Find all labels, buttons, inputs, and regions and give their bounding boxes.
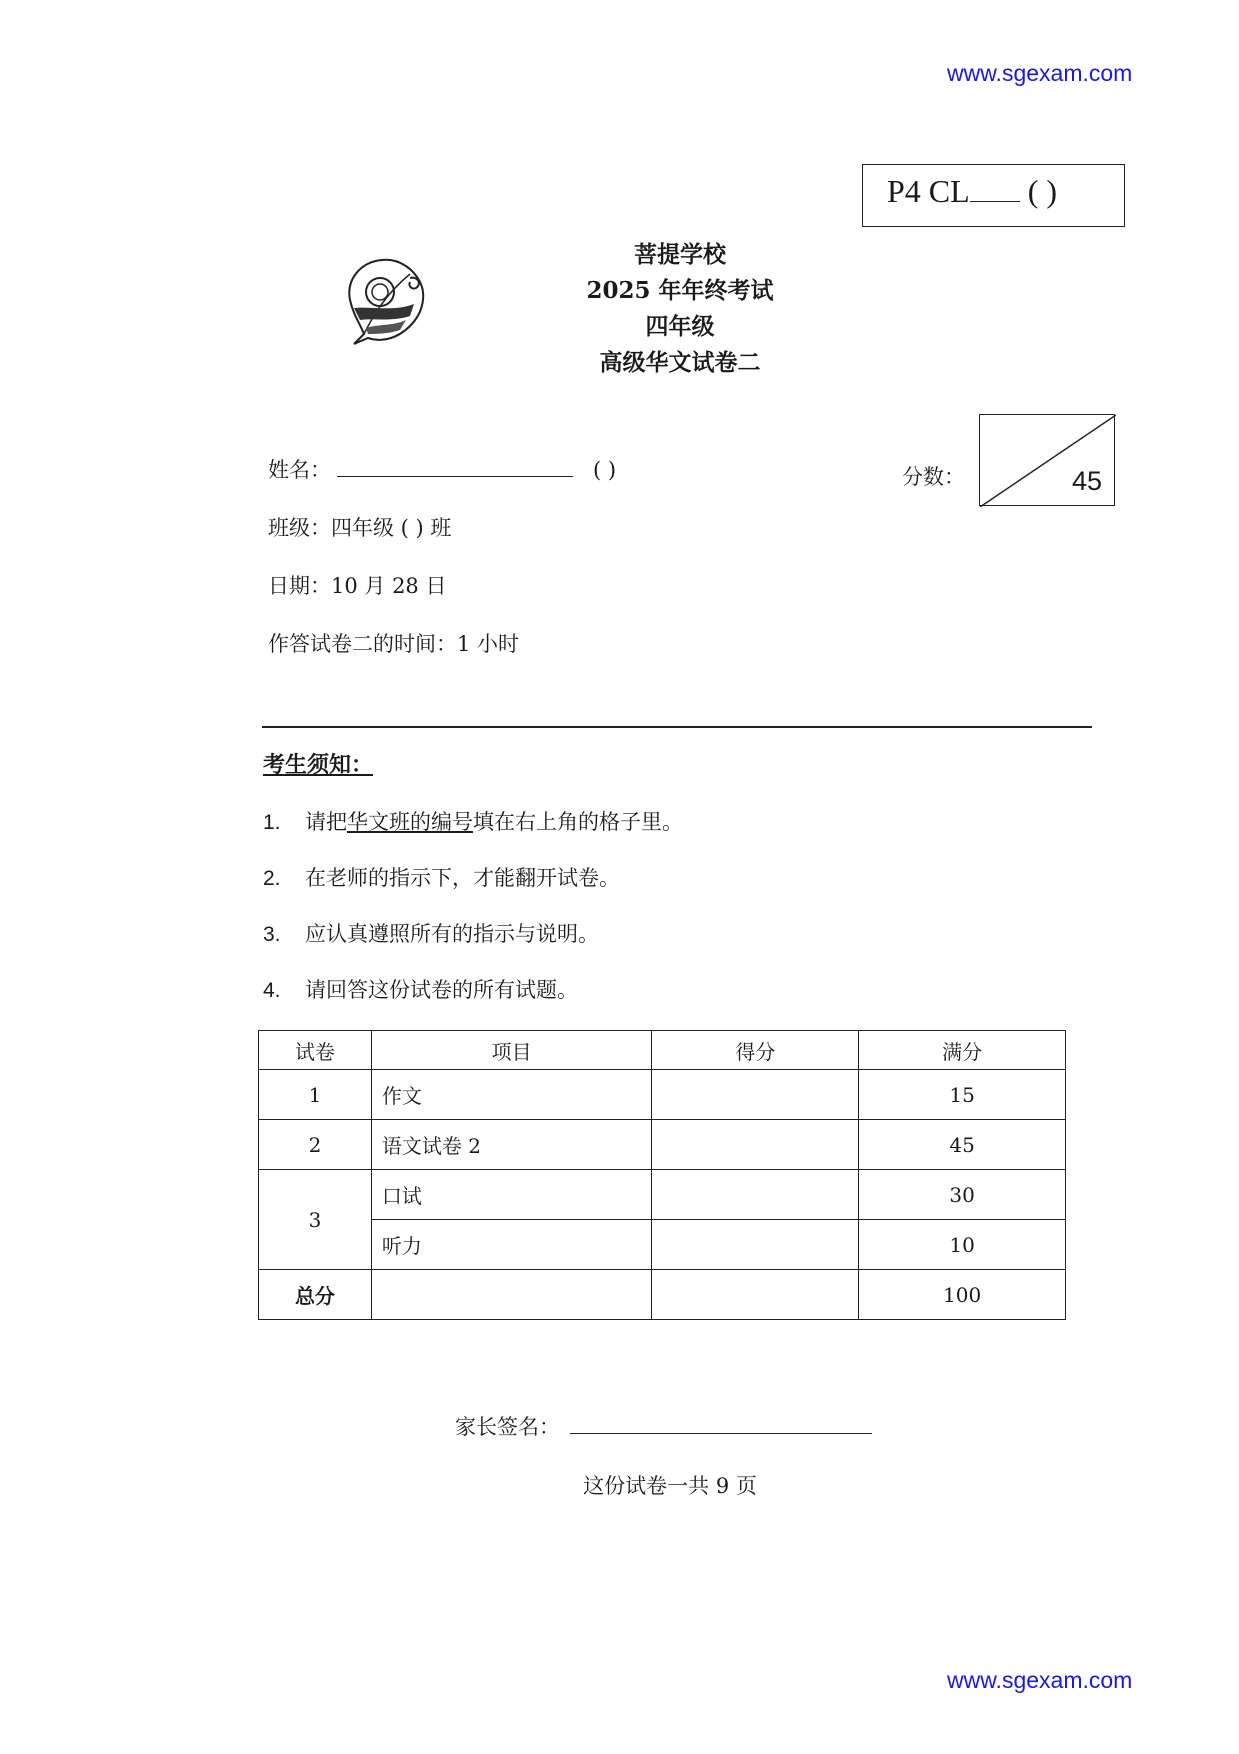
score-label: 分数：: [902, 465, 965, 489]
instruction-number: 3.: [263, 923, 281, 946]
instruction-text: 应认真遵照所有的指示与说明。: [305, 922, 599, 946]
paper-title: 高级华文试卷二: [599, 349, 761, 376]
instruction-text: 请回答这份试卷的所有试题。: [305, 978, 578, 1002]
website-link-top[interactable]: [947, 60, 1132, 87]
score-cell[interactable]: [652, 1170, 859, 1220]
table-row: [259, 1220, 1066, 1270]
item-name: [371, 1270, 652, 1320]
item-name: 语文试卷 2: [371, 1120, 652, 1170]
full-marks: 15: [859, 1070, 1066, 1120]
score-table: [258, 1030, 1066, 1320]
school-logo: [340, 254, 432, 346]
name-label: 姓名：: [268, 458, 331, 482]
score-cell[interactable]: [652, 1270, 859, 1320]
header-score: 得分: [652, 1031, 859, 1070]
page-count: 这份试卷一共 9 页: [583, 1474, 757, 1498]
instruction-text-end: 填在右上角的格子里。: [473, 810, 683, 834]
website-url[interactable]: www.sgexam.com: [947, 60, 1133, 86]
instruction-text: 在老师的指示下，才能翻开试卷。: [305, 866, 620, 890]
class-number-blank: [970, 175, 1020, 202]
paper-number: 3: [259, 1170, 372, 1270]
duration-field: 作答试卷二的时间：1 小时: [268, 632, 520, 656]
parent-signature-label: 家长签名：: [455, 1415, 560, 1439]
score-cell[interactable]: [652, 1070, 859, 1120]
full-marks: 45: [859, 1120, 1066, 1170]
website-url[interactable]: www.sgexam.com: [947, 1667, 1133, 1693]
parent-signature-field[interactable]: [455, 1411, 872, 1441]
grade-level: 四年级: [645, 313, 715, 340]
header-full-marks: 满分: [859, 1031, 1066, 1070]
score-total: 45: [1071, 466, 1102, 496]
table-row: [259, 1170, 1066, 1220]
instruction-item: [263, 974, 578, 1004]
bodhi-leaf-icon: [340, 254, 432, 346]
website-link-bottom[interactable]: [947, 1667, 1132, 1694]
full-marks: 10: [859, 1220, 1066, 1270]
instruction-item: [263, 918, 599, 948]
full-marks-total: 100: [859, 1270, 1066, 1320]
table-header-row: [259, 1031, 1066, 1070]
class-number-box: [862, 164, 1125, 227]
instruction-underlined: 华文班的编号: [347, 810, 473, 834]
divider: [262, 726, 1092, 728]
instruction-number: 1.: [263, 811, 281, 834]
instruction-text: 请把: [305, 810, 347, 834]
item-name: 口试: [371, 1170, 652, 1220]
instructions-heading: 考生须知：: [263, 752, 374, 778]
header-paper: 试卷: [259, 1031, 372, 1070]
item-name: 听力: [371, 1220, 652, 1270]
register-number-paren: ( ): [593, 458, 617, 482]
score-cell[interactable]: [652, 1220, 859, 1270]
class-field: 班级：四年级 ( ) 班: [268, 516, 452, 540]
paper-number: 2: [259, 1120, 372, 1170]
full-marks: 30: [859, 1170, 1066, 1220]
header-item: 项目: [371, 1031, 652, 1070]
table-row: [259, 1120, 1066, 1170]
table-row: [259, 1070, 1066, 1120]
school-name: 菩提学校: [634, 241, 726, 268]
instruction-number: 4.: [263, 979, 281, 1002]
name-blank[interactable]: [337, 454, 573, 477]
item-name: 作文: [371, 1070, 652, 1120]
name-field[interactable]: [268, 454, 616, 484]
table-row-total: [259, 1270, 1066, 1320]
score-cell[interactable]: [652, 1120, 859, 1170]
date-field: 日期：10 月 28 日: [268, 574, 447, 598]
class-prefix: P4 CL: [887, 173, 970, 209]
signature-blank[interactable]: [570, 1411, 872, 1434]
instruction-number: 2.: [263, 867, 281, 890]
exam-name: 2025 年年终考试: [586, 277, 774, 304]
total-label: 总分: [259, 1270, 372, 1320]
class-index-paren: ( ): [1027, 173, 1057, 209]
instruction-item: [263, 806, 683, 836]
paper-number: 1: [259, 1070, 372, 1120]
score-box: [979, 414, 1115, 506]
instruction-item: [263, 862, 620, 892]
